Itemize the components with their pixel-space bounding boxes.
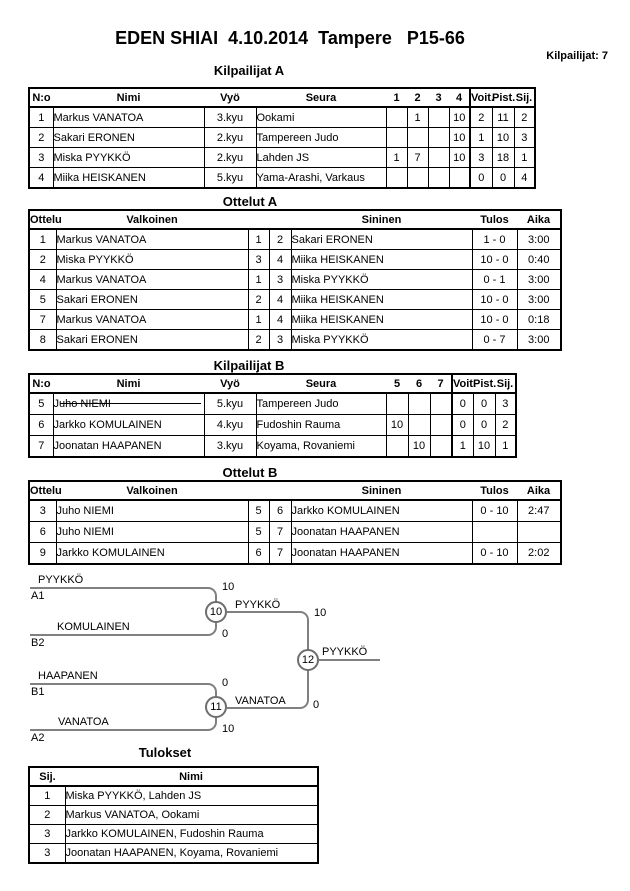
cell-name: Markus VANATOA: [53, 107, 204, 128]
bracket-entry-seed: A1: [31, 590, 45, 602]
result-row: [29, 786, 318, 806]
col-blue-no: [269, 481, 291, 500]
col-white-no: [248, 210, 269, 229]
cell-result: 0 - 10: [472, 543, 517, 565]
cell-result: 1 - 0: [472, 229, 517, 250]
bracket-winner1-line: [227, 611, 309, 661]
competitor-row: [29, 393, 516, 415]
cell-blue-name: Sakari ERONEN: [291, 229, 472, 250]
cell-white-name: Markus VANATOA: [56, 310, 248, 330]
competitors-count: Kilpailijat: 7: [546, 50, 608, 62]
cell-no: 3: [29, 148, 53, 168]
cell-club: Fudoshin Rauma: [256, 415, 386, 436]
cell-blue-name: Joonatan HAAPANEN: [291, 543, 472, 565]
cell-match-no: 2: [29, 250, 56, 270]
col-name: Nimi: [53, 88, 204, 107]
bracket-winner2-name: VANATOA: [235, 695, 286, 707]
col-place: Sij.: [29, 767, 65, 786]
matches-a-header-row: [29, 210, 561, 229]
match-row: [29, 330, 561, 351]
competitor-row: [29, 107, 535, 128]
cell-time: 2:47: [517, 500, 561, 522]
bracket-entry-score: 10: [222, 581, 235, 593]
cell-r5: [386, 393, 408, 415]
col-result: Tulos: [472, 210, 517, 229]
cell-time: 3:00: [517, 229, 561, 250]
cell-result: 0 - 7: [472, 330, 517, 351]
bracket-champion-name: PYYKKÖ: [322, 646, 368, 658]
matches-b-heading: Ottelut B: [222, 465, 278, 480]
match-row: [29, 310, 561, 330]
col-time: Aika: [517, 210, 561, 229]
cell-r6: [408, 393, 430, 415]
cell-no: 2: [29, 128, 53, 148]
cell-belt: 2.kyu: [204, 128, 256, 148]
cell-blue-no: 7: [269, 543, 291, 565]
cell-points: 0: [492, 168, 514, 189]
cell-blue-name: Miska PYYKKÖ: [291, 330, 472, 351]
col-blue: Sininen: [291, 481, 472, 500]
cell-time: 3:00: [517, 290, 561, 310]
cell-name: Joonatan HAAPANEN: [53, 436, 204, 458]
col-time: Aika: [517, 481, 561, 500]
bracket-match-12-circle: 12: [297, 649, 319, 671]
competitor-row: [29, 415, 516, 436]
cell-match-no: 5: [29, 290, 56, 310]
competitor-row: [29, 128, 535, 148]
cell-name: Jarkko KOMULAINEN, Fudoshin Rauma: [65, 825, 318, 844]
cell-r2: [407, 128, 428, 148]
result-row: [29, 844, 318, 864]
cell-white-name: Sakari ERONEN: [56, 330, 248, 351]
cell-white-no: 5: [248, 500, 269, 522]
cell-name: Sakari ERONEN: [53, 128, 204, 148]
col-no: N:o: [29, 88, 53, 107]
cell-time: 0:18: [517, 310, 561, 330]
cell-place: 3: [29, 844, 65, 864]
cell-match-no: 4: [29, 270, 56, 290]
col-round-2: 2: [407, 88, 428, 107]
cell-name: Markus VANATOA, Ookami: [65, 806, 318, 825]
cell-blue-no: 6: [269, 500, 291, 522]
cell-time: 3:00: [517, 270, 561, 290]
col-match: Ottelu: [29, 210, 56, 229]
col-belt: Vyö: [204, 88, 256, 107]
cell-place: 1: [29, 786, 65, 806]
bracket-winner2-score: 0: [313, 699, 320, 711]
cell-result: [472, 522, 517, 543]
cell-white-no: 6: [248, 543, 269, 565]
cell-r5: [386, 436, 408, 458]
cell-r2: 1: [407, 107, 428, 128]
results-table: [28, 766, 319, 864]
col-result: Tulos: [472, 481, 517, 500]
cell-r1: [386, 107, 407, 128]
match-row: [29, 500, 561, 522]
cell-match-no: 7: [29, 310, 56, 330]
cell-white-no: 1: [248, 229, 269, 250]
cell-points: 18: [492, 148, 514, 168]
cell-result: 0 - 10: [472, 500, 517, 522]
competitor-row: [29, 148, 535, 168]
result-row: [29, 806, 318, 825]
cell-white-no: 3: [248, 250, 269, 270]
cell-time: 2:02: [517, 543, 561, 565]
cell-no: 6: [29, 415, 53, 436]
cell-place: 2: [495, 415, 516, 436]
col-points: Pist.: [473, 374, 495, 393]
cell-points: 10: [473, 436, 495, 458]
col-white: Valkoinen: [56, 210, 248, 229]
match-row: [29, 229, 561, 250]
col-round-5: 5: [386, 374, 408, 393]
cell-match-no: 6: [29, 522, 56, 543]
cell-name: Miska PYYKKÖ, Lahden JS: [65, 786, 318, 806]
results-header-row: [29, 767, 318, 786]
matches-a-heading: Ottelut A: [222, 194, 278, 209]
col-match: Ottelu: [29, 481, 56, 500]
cell-points: 11: [492, 107, 514, 128]
cell-place: 3: [514, 128, 535, 148]
cell-result: 10 - 0: [472, 310, 517, 330]
cell-wins: 1: [470, 128, 492, 148]
cell-white-name: Miska PYYKKÖ: [56, 250, 248, 270]
cell-r4: 10: [449, 107, 470, 128]
cell-name-struck: Juho NIEMI: [53, 393, 204, 415]
col-round-1: 1: [386, 88, 407, 107]
match-row: [29, 522, 561, 543]
col-round-4: 4: [449, 88, 470, 107]
matches-b-header-row: [29, 481, 561, 500]
cell-name: Miska PYYKKÖ: [53, 148, 204, 168]
col-round-3: 3: [428, 88, 449, 107]
cell-belt: 3.kyu: [204, 107, 256, 128]
cell-white-no: 2: [248, 330, 269, 351]
bracket-entry-name: HAAPANEN: [38, 670, 98, 682]
cell-r2: [407, 168, 428, 189]
cell-wins: 0: [452, 415, 473, 436]
cell-match-no: 9: [29, 543, 56, 565]
cell-match-no: 8: [29, 330, 56, 351]
cell-white-name: Jarkko KOMULAINEN: [56, 543, 248, 565]
cell-no: 5: [29, 393, 53, 415]
bracket-entry-name: KOMULAINEN: [57, 621, 130, 633]
cell-points: 0: [473, 415, 495, 436]
cell-r6: [408, 415, 430, 436]
bracket-entry-score: 0: [222, 628, 229, 640]
cell-blue-no: 2: [269, 229, 291, 250]
cell-r3: [428, 128, 449, 148]
bracket-match-11-circle: 11: [205, 696, 227, 718]
cell-club: Koyama, Rovaniemi: [256, 436, 386, 458]
bracket-entry-name: PYYKKÖ: [38, 574, 84, 586]
cell-r7: [430, 436, 452, 458]
matches-b-table: [28, 480, 562, 565]
col-white: Valkoinen: [56, 481, 248, 500]
cell-blue-no: 3: [269, 330, 291, 351]
cell-club: Tampereen Judo: [256, 393, 386, 415]
cell-blue-no: 4: [269, 310, 291, 330]
cell-r7: [430, 393, 452, 415]
cell-no: 7: [29, 436, 53, 458]
col-place: Sij.: [514, 88, 535, 107]
cell-name: Miika HEISKANEN: [53, 168, 204, 189]
col-no: N:o: [29, 374, 53, 393]
cell-points: 0: [473, 393, 495, 415]
cell-r3: [428, 168, 449, 189]
col-belt: Vyö: [204, 374, 256, 393]
cell-belt: 4.kyu: [204, 415, 256, 436]
cell-white-name: Sakari ERONEN: [56, 290, 248, 310]
cell-wins: 3: [470, 148, 492, 168]
cell-blue-no: 4: [269, 250, 291, 270]
pool-b-heading: Kilpailijat B: [213, 358, 285, 373]
page-title: EDEN SHIAI 4.10.2014 Tampere P15-66: [115, 28, 465, 48]
pool-b-header-row: [29, 374, 516, 393]
cell-blue-name: Jarkko KOMULAINEN: [291, 500, 472, 522]
cell-match-no: 3: [29, 500, 56, 522]
cell-r1: [386, 128, 407, 148]
cell-club: Lahden JS: [256, 148, 386, 168]
bracket-entry-seed: B2: [31, 637, 45, 649]
result-row: [29, 825, 318, 844]
cell-club: Ookami: [256, 107, 386, 128]
col-blue-no: [269, 210, 291, 229]
col-club: Seura: [256, 88, 386, 107]
competitor-row: [29, 436, 516, 458]
bracket-entry-score: 0: [222, 677, 229, 689]
cell-white-name: Markus VANATOA: [56, 270, 248, 290]
cell-no: 1: [29, 107, 53, 128]
cell-wins: 0: [452, 393, 473, 415]
pool-a-table: [28, 87, 536, 189]
cell-white-no: 2: [248, 290, 269, 310]
cell-blue-no: 4: [269, 290, 291, 310]
col-blue: Sininen: [291, 210, 472, 229]
cell-blue-name: Miska PYYKKÖ: [291, 270, 472, 290]
pool-b-table: [28, 373, 517, 458]
cell-place: 3: [495, 393, 516, 415]
bracket-final-line: [319, 659, 380, 661]
cell-points: 10: [492, 128, 514, 148]
cell-place: 1: [495, 436, 516, 458]
cell-place: 3: [29, 825, 65, 844]
bracket-entry-name: VANATOA: [58, 716, 109, 728]
cell-place: 4: [514, 168, 535, 189]
cell-blue-no: 7: [269, 522, 291, 543]
cell-r4: 10: [449, 148, 470, 168]
col-white-no: [248, 481, 269, 500]
cell-belt: 2.kyu: [204, 148, 256, 168]
cell-place: 2: [514, 107, 535, 128]
cell-white-no: 1: [248, 270, 269, 290]
col-name: Nimi: [53, 374, 204, 393]
cell-blue-name: Miika HEISKANEN: [291, 310, 472, 330]
cell-white-no: 5: [248, 522, 269, 543]
cell-blue-no: 3: [269, 270, 291, 290]
cell-white-name: Markus VANATOA: [56, 229, 248, 250]
cell-time: [517, 522, 561, 543]
competitor-row: [29, 168, 535, 189]
cell-wins: 2: [470, 107, 492, 128]
cell-place: 1: [514, 148, 535, 168]
cell-name: Joonatan HAAPANEN, Koyama, Rovaniemi: [65, 844, 318, 864]
cell-result: 10 - 0: [472, 250, 517, 270]
cell-white-no: 1: [248, 310, 269, 330]
cell-result: 10 - 0: [472, 290, 517, 310]
cell-r5: 10: [386, 415, 408, 436]
col-place: Sij.: [495, 374, 516, 393]
col-wins: Voit.: [452, 374, 473, 393]
cell-result: 0 - 1: [472, 270, 517, 290]
bracket-entry-seed: B1: [31, 686, 45, 698]
cell-r4: [449, 168, 470, 189]
pool-a-header-row: [29, 88, 535, 107]
bracket-entry-seed: A2: [31, 732, 45, 744]
bracket-match-10-circle: 10: [205, 601, 227, 623]
cell-blue-name: Joonatan HAAPANEN: [291, 522, 472, 543]
cell-r1: 1: [386, 148, 407, 168]
match-row: [29, 270, 561, 290]
cell-no: 4: [29, 168, 53, 189]
pool-a-heading: Kilpailijat A: [213, 63, 285, 78]
cell-r7: [430, 415, 452, 436]
match-row: [29, 543, 561, 565]
col-wins: Voit.: [470, 88, 492, 107]
match-row: [29, 290, 561, 310]
cell-r3: [428, 148, 449, 168]
matches-a-table: [28, 209, 562, 351]
cell-r6: 10: [408, 436, 430, 458]
cell-wins: 1: [452, 436, 473, 458]
cell-r1: [386, 168, 407, 189]
cell-match-no: 1: [29, 229, 56, 250]
cell-place: 2: [29, 806, 65, 825]
cell-white-name: Juho NIEMI: [56, 522, 248, 543]
cell-r3: [428, 107, 449, 128]
col-name: Nimi: [65, 767, 318, 786]
cell-belt: 3.kyu: [204, 436, 256, 458]
bracket-winner1-name: PYYKKÖ: [235, 599, 281, 611]
cell-r2: 7: [407, 148, 428, 168]
cell-belt: 5.kyu: [204, 393, 256, 415]
cell-white-name: Juho NIEMI: [56, 500, 248, 522]
col-club: Seura: [256, 374, 386, 393]
cell-blue-name: Miika HEISKANEN: [291, 290, 472, 310]
cell-club: Yama-Arashi, Varkaus: [256, 168, 386, 189]
cell-blue-name: Miika HEISKANEN: [291, 250, 472, 270]
col-round-7: 7: [430, 374, 452, 393]
cell-time: 0:40: [517, 250, 561, 270]
cell-name: Jarkko KOMULAINEN: [53, 415, 204, 436]
match-row: [29, 250, 561, 270]
bracket-winner1-score: 10: [314, 607, 327, 619]
cell-r4: 10: [449, 128, 470, 148]
results-heading: Tulokset: [138, 745, 192, 760]
bracket-entry-score: 10: [222, 723, 235, 735]
col-round-6: 6: [408, 374, 430, 393]
cell-belt: 5.kyu: [204, 168, 256, 189]
cell-club: Tampereen Judo: [256, 128, 386, 148]
cell-time: 3:00: [517, 330, 561, 351]
cell-wins: 0: [470, 168, 492, 189]
col-points: Pist.: [492, 88, 514, 107]
